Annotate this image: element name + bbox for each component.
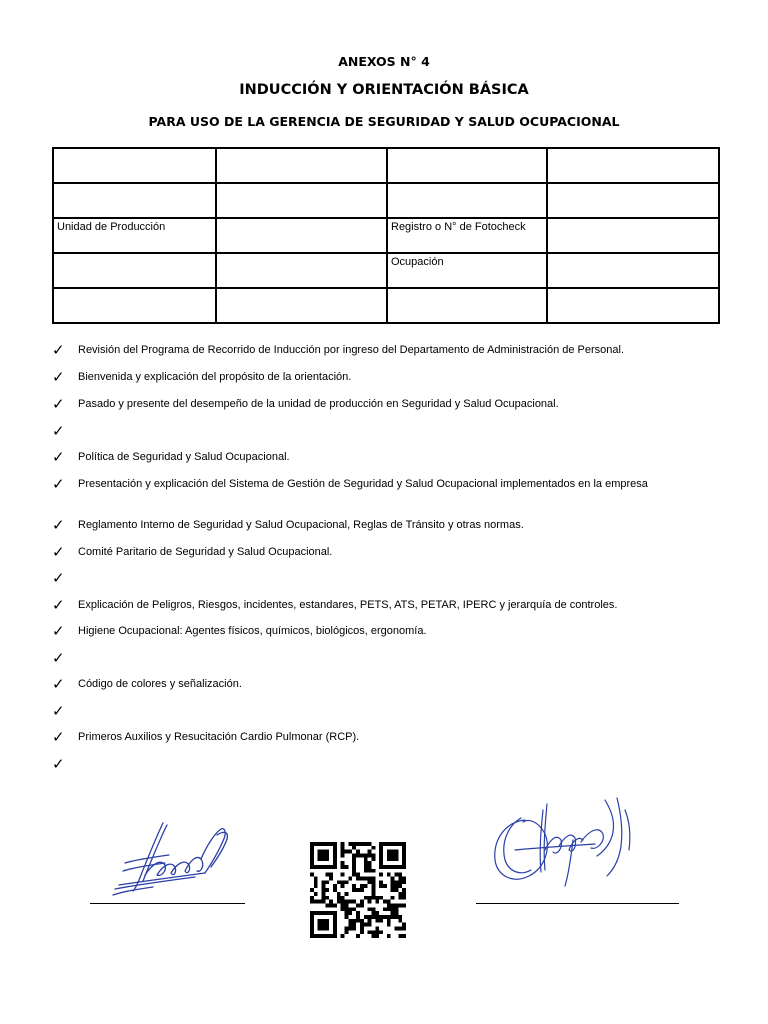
checklist-item-text: Explicación de Peligros, Riesgos, incidentes, estandares, PETS, ATS, PETAR, IPERC y jerarquía de controles. <box>78 599 618 611</box>
check-icon: ✓ <box>52 755 65 773</box>
table-cell[interactable] <box>387 183 547 218</box>
occupation-label: Ocupación <box>387 253 547 288</box>
check-icon: ✓ <box>52 702 65 720</box>
check-icon: ✓ <box>52 622 65 640</box>
check-icon: ✓ <box>52 341 65 359</box>
checklist-item-text: Pasado y presente del desempeño de la unidad de producción en Seguridad y Salud Ocupacional. <box>78 398 559 410</box>
check-icon: ✓ <box>52 675 65 693</box>
table-row <box>53 218 719 253</box>
induction-info-table <box>52 147 720 324</box>
table-cell[interactable] <box>216 253 387 288</box>
right-signature <box>485 790 645 900</box>
right-signature-line <box>476 903 679 904</box>
checklist-item <box>52 648 752 668</box>
registry-value-cell[interactable] <box>547 218 719 253</box>
checklist-item <box>52 674 752 694</box>
check-icon: ✓ <box>52 649 65 667</box>
checklist-item <box>52 447 752 467</box>
checklist-item <box>52 754 752 774</box>
checklist-item <box>52 394 752 414</box>
table-cell[interactable] <box>53 253 216 288</box>
checklist-item-text: Primeros Auxilios y Resucitación Cardio Pulmonar (RCP). <box>78 731 360 743</box>
checklist-item-text: Higiene Ocupacional: Agentes físicos, químicos, biológicos, ergonomía. <box>78 625 427 637</box>
check-icon: ✓ <box>52 728 65 746</box>
table-row <box>53 183 719 218</box>
registry-label: Registro o N° de Fotocheck <box>387 218 547 253</box>
check-icon: ✓ <box>52 368 65 386</box>
checklist-item <box>52 515 752 535</box>
document-title: INDUCCIÓN Y ORIENTACIÓN BÁSICA <box>239 82 529 98</box>
checklist-item <box>52 367 752 387</box>
checklist-item <box>52 421 752 441</box>
table-cell[interactable] <box>216 148 387 183</box>
checklist-item-text: Bienvenida y explicación del propósito de la orientación. <box>78 371 352 383</box>
table-cell[interactable] <box>387 148 547 183</box>
left-signature <box>105 815 240 900</box>
checklist-item-text: Reglamento Interno de Seguridad y Salud Ocupacional, Reglas de Tránsito y otras normas. <box>78 519 524 531</box>
check-icon: ✓ <box>52 475 65 493</box>
table-cell[interactable] <box>387 288 547 323</box>
qr-code <box>310 842 406 938</box>
checklist-item-text: Revisión del Programa de Recorrido de Inducción por ingreso del Departamento de Administración de Personal. <box>78 344 625 356</box>
table-row <box>53 288 719 323</box>
checklist-item-text: Comité Paritario de Seguridad y Salud Ocupacional. <box>78 546 333 558</box>
left-signature-line <box>90 903 245 904</box>
table-cell[interactable] <box>547 288 719 323</box>
table-cell[interactable] <box>547 148 719 183</box>
checklist-item <box>52 474 752 494</box>
table-cell[interactable] <box>216 288 387 323</box>
occupation-value-cell[interactable] <box>547 253 719 288</box>
document-subtitle: PARA USO DE LA GERENCIA DE SEGURIDAD Y SALUD OCUPACIONAL <box>148 114 620 129</box>
annex-number: ANEXOS N° 4 <box>338 54 430 69</box>
check-icon: ✓ <box>52 422 65 440</box>
check-icon: ✓ <box>52 569 65 587</box>
check-icon: ✓ <box>52 395 65 413</box>
table-row <box>53 148 719 183</box>
table-cell[interactable] <box>53 183 216 218</box>
check-icon: ✓ <box>52 596 65 614</box>
checklist-item-text: Presentación y explicación del Sistema de Gestión de Seguridad y Salud Ocupacional implementados en la empresa <box>78 478 648 490</box>
checklist-item-text: Política de Seguridad y Salud Ocupacional. <box>78 451 290 463</box>
checklist-item <box>52 542 752 562</box>
checklist-item <box>52 701 752 721</box>
checklist-item <box>52 340 752 360</box>
check-icon: ✓ <box>52 543 65 561</box>
table-cell[interactable] <box>53 288 216 323</box>
checklist-item <box>52 568 752 588</box>
checklist-item <box>52 727 752 747</box>
check-icon: ✓ <box>52 448 65 466</box>
unit-label: Unidad de Producción <box>53 218 216 253</box>
checklist-item <box>52 621 752 641</box>
checklist-item-text: Código de colores y señalización. <box>78 678 242 690</box>
table-row <box>53 253 719 288</box>
unit-value-cell[interactable] <box>216 218 387 253</box>
table-cell[interactable] <box>216 183 387 218</box>
table-cell[interactable] <box>547 183 719 218</box>
table-cell[interactable] <box>53 148 216 183</box>
check-icon: ✓ <box>52 516 65 534</box>
checklist-item <box>52 595 752 615</box>
